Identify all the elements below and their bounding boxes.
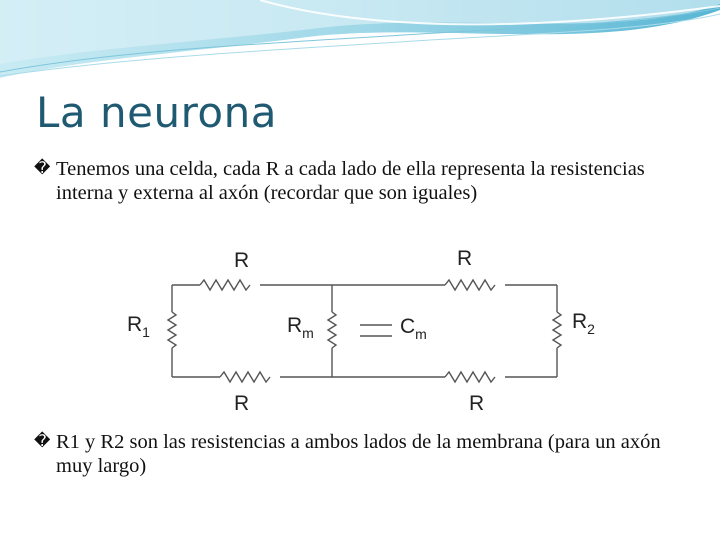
bullet-item — [36, 157, 686, 205]
circuit-diagram — [110, 240, 610, 420]
label-r1-main: R — [127, 313, 143, 336]
resistor-bottom-right — [445, 372, 495, 382]
bullet-glyph-icon: � — [34, 158, 51, 177]
bullet-text: Tenemos una celda, cada R a cada lado de ella representa la resistencias interna y externa al axón (recordar que son iguales) — [56, 158, 645, 204]
slide-title: La neurona — [36, 88, 277, 137]
label-r-top-left: R — [234, 249, 250, 272]
label-r1 — [127, 313, 150, 340]
label-r1-sub: 1 — [142, 324, 150, 340]
resistor-top-left — [200, 280, 250, 290]
resistor-rm — [328, 312, 336, 348]
label-rm-main: R — [287, 314, 303, 337]
label-cm-sub: m — [415, 326, 427, 342]
label-r-bottom-left: R — [234, 392, 250, 415]
header-wave-decoration — [0, 0, 720, 80]
bullet-item — [36, 430, 686, 478]
resistor-r1 — [168, 312, 176, 348]
capacitor-cm — [360, 325, 392, 336]
label-cm — [400, 315, 427, 342]
resistor-top-right — [445, 280, 495, 290]
label-r2-sub: 2 — [587, 321, 595, 337]
label-r-bottom-right: R — [469, 392, 485, 415]
label-rm-sub: m — [302, 325, 314, 341]
label-r2-main: R — [572, 310, 588, 333]
resistor-bottom-left — [220, 372, 270, 382]
resistor-r2 — [553, 312, 561, 348]
label-r2 — [572, 310, 595, 337]
bullet-glyph-icon: � — [34, 431, 51, 450]
label-rm — [287, 314, 314, 341]
bullet-text: R1 y R2 son las resistencias a ambos lados de la membrana (para un axón muy largo) — [56, 431, 661, 477]
label-r-top-right: R — [457, 247, 473, 270]
label-cm-main: C — [400, 315, 416, 338]
